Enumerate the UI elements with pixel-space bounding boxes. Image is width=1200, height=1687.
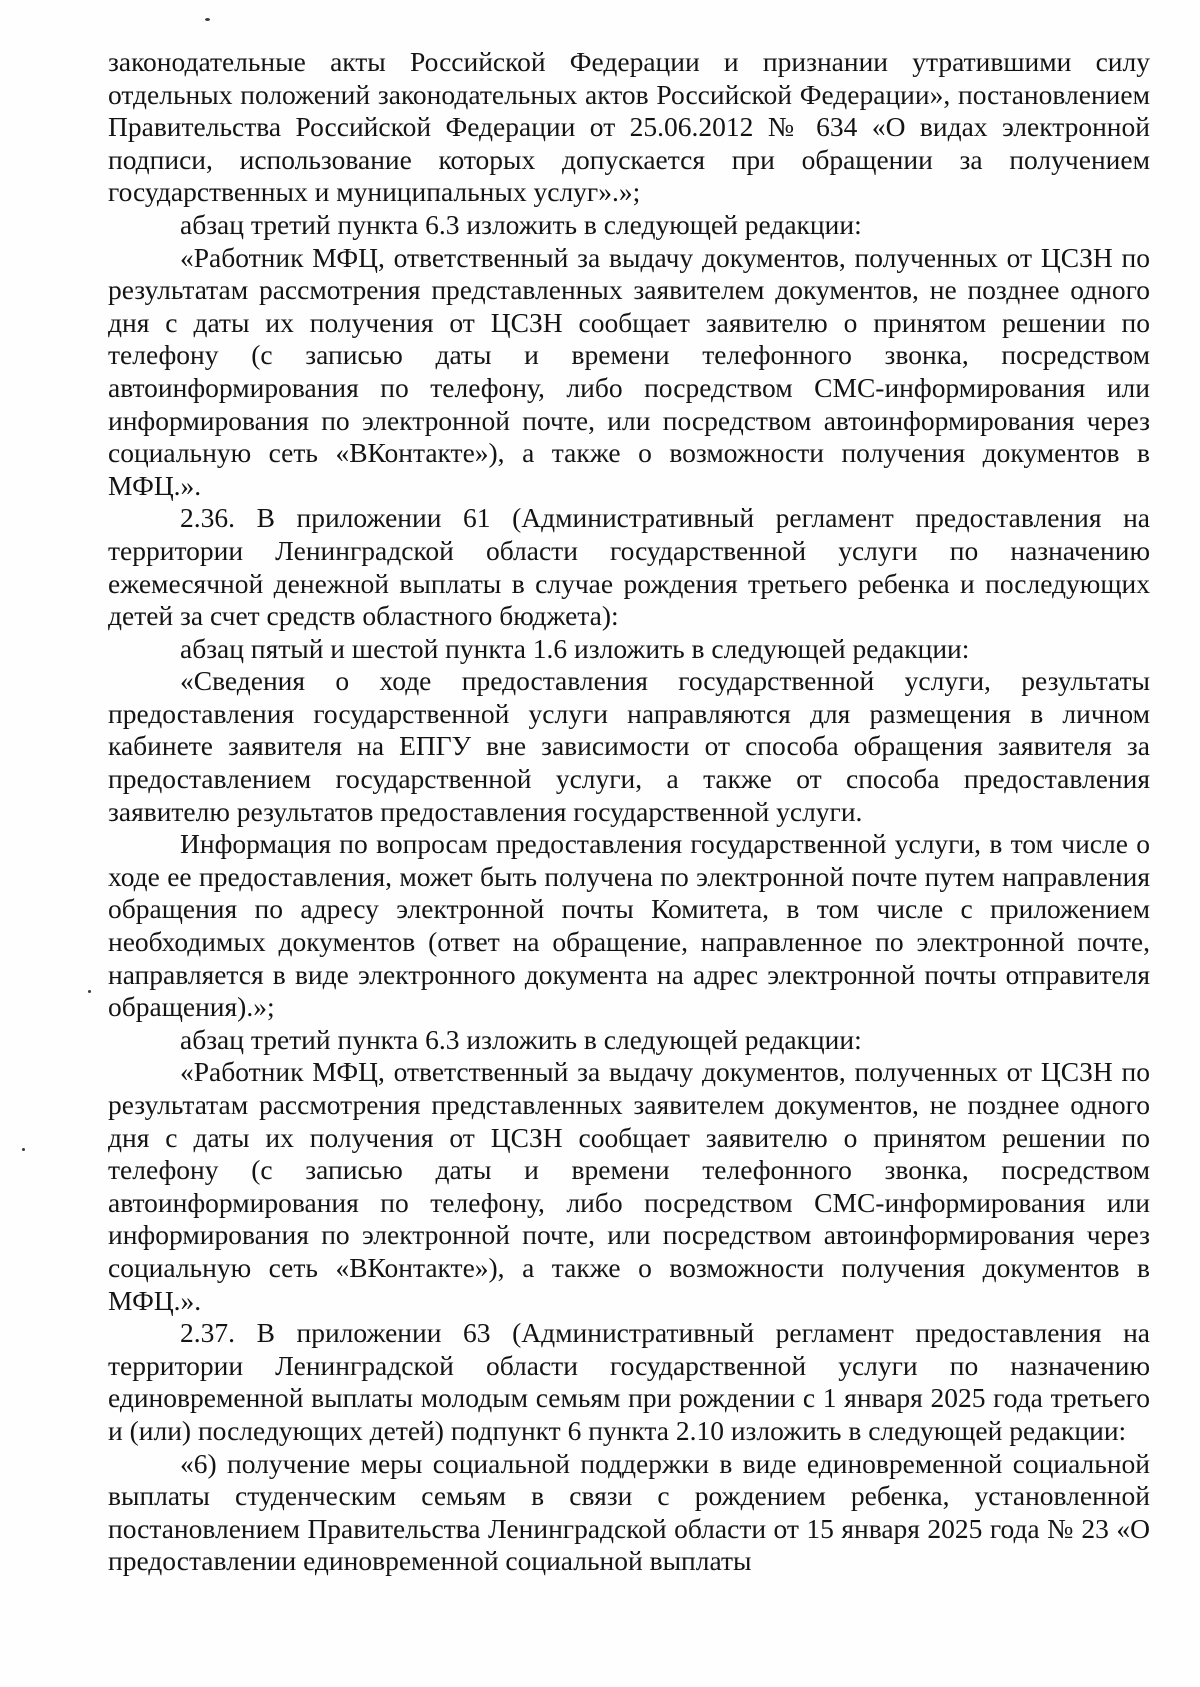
paragraph-2: абзац третий пункта 6.3 изложить в следующей редакции: <box>180 208 862 240</box>
paragraph-9: «Работник МФЦ, ответственный за выдачу документов, полученных от ЦСЗН по результатам рассмотрения представленных заявителем документов, не позднее одного дня с даты их получения от ЦСЗН сообщает заявителю о принятом решении по телефону (с записью даты и времени телефонного звонка, посредством автоинформирования по телефону, либо посредством СМС-информирования или информирования по электронной почте, или посредством автоинформирования через социальную сеть «ВКонтакте»), а также о возможности получения документов в МФЦ.». <box>108 1056 1150 1316</box>
paragraph-10: 2.37. В приложении 63 (Административный регламент предоставления на территории Ленинградской области государственной услуги по назначению единовременной выплаты молодым семьям при рождении с 1 января 2025 года третьего и (или) последующих детей) подпункт 6 пункта 2.10 изложить в следующей редакции: <box>108 1317 1150 1446</box>
paragraph-5: абзац пятый и шестой пункта 1.6 изложить в следующей редакции: <box>180 632 970 664</box>
scan-speck <box>88 990 91 993</box>
paragraph-1: законодательные акты Российской Федерации и признании утратившими силу отдельных положений законодательных актов Российской Федерации», постановлением Правительства Российской Федерации от 25.06.2012 № 634 «О видах электронной подписи, использование которых допускается при обращении за получением государственных и муниципальных услуг».»; <box>108 46 1150 208</box>
scan-speck <box>22 1148 25 1151</box>
paragraph-8: абзац третий пункта 6.3 изложить в следующей редакции: <box>180 1023 862 1055</box>
document-body <box>108 46 1150 1578</box>
paragraph-6: «Сведения о ходе предоставления государственной услуги, результаты предоставления государственной услуги направляются для размещения в личном кабинете заявителя на ЕПГУ вне зависимости от способа обращения заявителя за предоставлением государственной услуги, а также от способа предоставления заявителю результатов предоставления государственной услуги. <box>108 665 1150 827</box>
paragraph-4: 2.36. В приложении 61 (Административный регламент предоставления на территории Ленинградской области государственной услуги по назначению ежемесячной денежной выплаты в случае рождения третьего ребенка и последующих детей за счет средств областного бюджета): <box>108 502 1150 632</box>
paragraph-7: Информация по вопросам предоставления государственной услуги, в том числе о ходе ее предоставления, может быть получена по электронной почте путем направления обращения по адресу электронной почты Комитета, в том числе с приложением необходимых документов (ответ на обращение, направленное по электронной почте, направляется в виде электронного документа на адрес электронной почты отправителя обращения).»; <box>108 828 1150 1023</box>
scan-speck <box>205 18 210 21</box>
paragraph-3: «Работник МФЦ, ответственный за выдачу документов, полученных от ЦСЗН по результатам рассмотрения представленных заявителем документов, не позднее одного дня с даты их получения от ЦСЗН сообщает заявителю о принятом решении по телефону (с записью даты и времени телефонного звонка, посредством автоинформирования по телефону, либо посредством СМС-информирования или информирования по электронной почте, или посредством автоинформирования через социальную сеть «ВКонтакте»), а также о возможности получения документов в МФЦ.». <box>108 241 1150 501</box>
paragraph-11: «6) получение меры социальной поддержки в виде единовременной социальной выплаты студенческим семьям в связи с рождением ребенка, установленной постановлением Правительства Ленинградской области от 15 января 2025 года № 23 «О предоставлении единовременной социальной выплаты <box>108 1447 1150 1577</box>
